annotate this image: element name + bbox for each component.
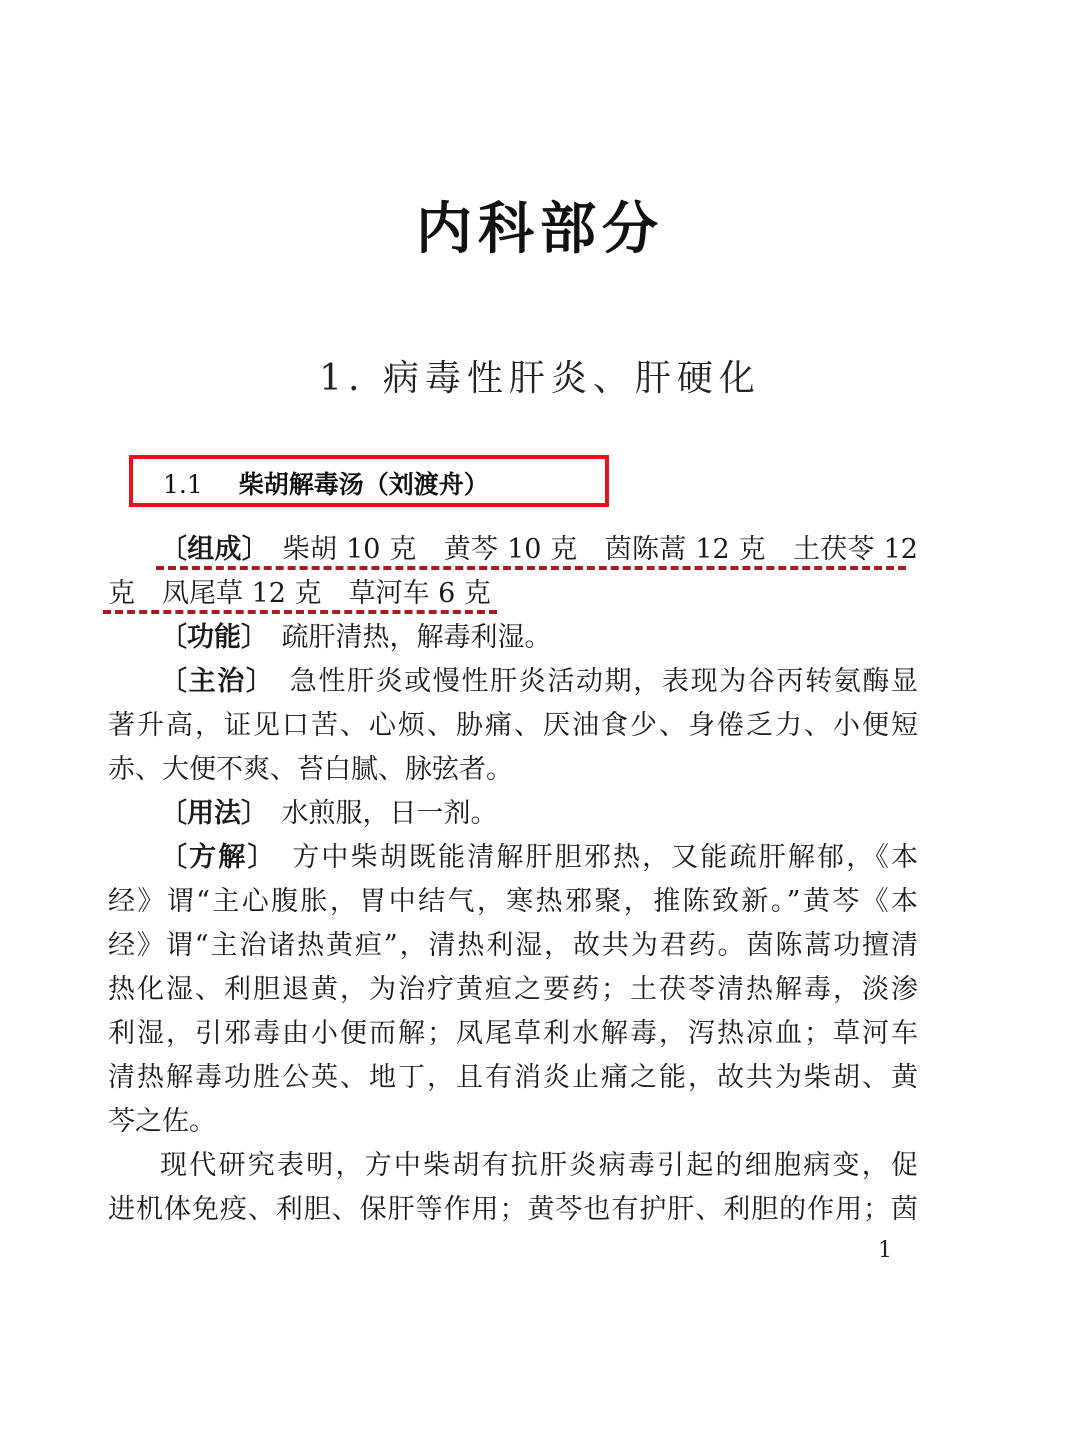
explanation-line-1 — [108, 836, 918, 880]
indication-text-1: 急性肝炎或慢性肝炎活动期，表现为谷丙转氨酶显 — [289, 666, 919, 697]
composition-label: 〔组成〕 — [160, 534, 256, 565]
function-line — [108, 616, 918, 660]
indication-line-3: 赤、大便不爽、苔白腻、脉弦者。 — [108, 754, 513, 785]
indication-line-1 — [108, 660, 918, 704]
explanation-line-2: 经》谓“主心腹胀，胃中结气，寒热邪聚，推陈致新。”黄芩《本 — [108, 886, 918, 917]
explanation-line-6: 清热解毒功胜公英、地丁，且有消炎止痛之能，故共为柴胡、黄 — [108, 1062, 918, 1093]
explanation-label: 〔方解〕 — [160, 842, 264, 873]
research-line-1: 现代研究表明，方中柴胡有抗肝炎病毒引起的细胞病变，促 — [160, 1150, 918, 1181]
explanation-line-5: 利湿，引邪毒由小便而解；凤尾草利水解毒，泻热凉血；草河车 — [108, 1018, 918, 1049]
composition-dashed-underline-1 — [156, 566, 906, 570]
explanation-text-1: 方中柴胡既能清解肝胆邪热，又能疏肝解郁，《本 — [292, 842, 919, 873]
section-number: 1.1 — [163, 470, 203, 499]
research-line-2: 进机体免疫、利胆、保肝等作用；黄芩也有护肝、利胆的作用；茵 — [108, 1194, 918, 1225]
function-text: 疏肝清热，解毒利湿。 — [281, 622, 552, 653]
usage-text: 水煎服，日一剂。 — [281, 798, 498, 829]
explanation-line-7: 芩之佐。 — [108, 1106, 216, 1137]
composition-text-1: 柴胡 10 克 黄芩 10 克 茵陈蒿 12 克 土茯苓 12 — [282, 534, 918, 565]
explanation-line-4: 热化湿、利胆退黄，为治疗黄疸之要药；土茯苓清热解毒，淡渗 — [108, 974, 918, 1005]
section-name: 柴胡解毒汤（刘渡舟） — [238, 470, 489, 499]
indication-label: 〔主治〕 — [160, 666, 262, 697]
page-title: 内科部分 — [416, 197, 664, 262]
document-body — [108, 528, 918, 1232]
function-label: 〔功能〕 — [160, 622, 255, 653]
explanation-line-3: 经》谓“主治诸热黄疸”，清热利湿，故共为君药。茵陈蒿功擅清 — [108, 930, 918, 961]
usage-line — [108, 792, 918, 836]
composition-dashed-underline-2 — [103, 610, 497, 614]
usage-label: 〔用法〕 — [160, 798, 255, 829]
indication-line-2: 著升高，证见口苦、心烦、胁痛、厌油食少、身倦乏力、小便短 — [108, 710, 918, 741]
chapter-heading: 1. 病毒性肝炎、肝硬化 — [319, 358, 761, 399]
composition-text-2: 克 凤尾草 12 克 草河车 6 克 — [108, 578, 491, 609]
section-heading — [163, 465, 489, 501]
page-number: 1 — [878, 1238, 892, 1263]
